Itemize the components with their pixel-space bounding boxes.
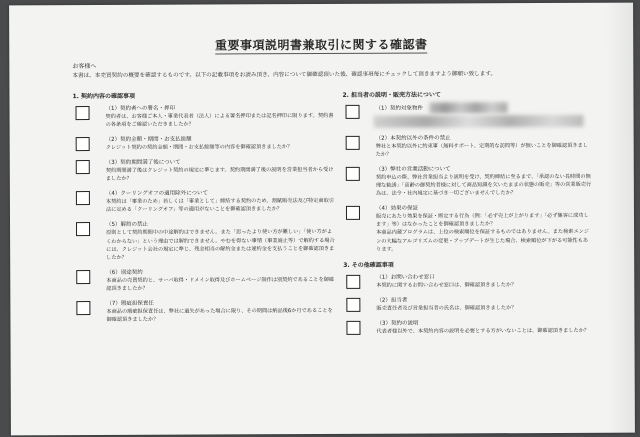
greeting: お客様へ [72,62,97,71]
item-text: 契約期間満了後はクレジット契約の規定に準じます。契約期間満了後の説明を営業担当者から受けましたか？ [105,167,334,183]
item-heading: （4）効果の保証 [375,205,418,213]
item-text: 代表者様以外で、本契約内容の説明を必要とする方がいないことは、御確認頂きましたか？ [376,327,590,335]
checkbox[interactable] [76,106,90,120]
checkbox[interactable] [346,206,360,220]
item-text: 弊社と本契約以外に約束事（無料サポート、定期的な訪問等）が無いことを御確認頂きましたか？ [375,142,588,158]
item-text: 販売責任者及び営業担当者の氏名は、御確認頂きましたか？ [376,304,517,312]
checkbox[interactable] [346,274,360,288]
item-text: クレジット契約の契約金額・期間・お支払総額等の内容を御確認頂きましたか？ [105,144,293,152]
checkbox[interactable] [346,167,360,181]
item-heading: （1）お問い合わせ窓口 [376,274,435,281]
item-heading: （2）本契約以外の条件の禁止 [375,135,451,142]
check-item [73,134,335,152]
item-heading [375,102,592,114]
section-heading: 1. 契約内容の確認事項 [72,92,136,101]
item-heading: （6）別途契約 [106,269,143,276]
item-text: 契約申込の際、弊社営業担当より説明を受け、契約締結に至るまで、「承認のない長時間の無理な勧誘」「高齢の御契約者様に対して商品知識を欠いたままの状態の販売」等の営業販売行為は、法令・社内規定に基づき一切ございませんでしたか？ [375,173,592,198]
checkbox[interactable] [76,160,90,174]
check-item [343,295,593,313]
check-item [73,157,335,183]
checkbox[interactable] [346,136,360,150]
left-column [72,90,335,330]
paper-shadow [605,3,635,433]
item-text: 本商品の瑕疵担保責任は、弊社に過失があった場合に限り、その期間は納品後6か月であることを御確認頂きましたか？ [106,307,333,323]
item-text: 契約者は、お客様ご本人・事業代表者（法人）による署名押印または記名押印に限ります。契約書の各条項をご確認いただきましたか？ [105,112,334,129]
item-heading: （3）弊社の営業活動について [375,166,451,173]
check-item [343,133,593,159]
checkbox[interactable] [346,298,360,312]
item-heading-text: （1）契約対象物件 [375,105,424,112]
item-heading: （1）契約者への署名・押印 [105,105,176,112]
intro-text: 本書は、本売買契約の概要を確認するものです。以下の記載事項をお読み頂き、内容について御確認頂いた後、確認事項毎にチェックして頂きますよう御願い致します。 [72,71,497,80]
title-text: 重要事項説明書兼取引に関する確認書 [214,37,428,53]
item-text: 本契約は「事業のため」若しくは「事業として」締結する契約のため、割賦販売法及び特定商取引法に定める「クーリングオフ」等の適用がないことを御確認頂きましたか？ [105,198,334,214]
check-item [343,164,593,198]
section-heading: 2. 担当者の説明・販売方法について [342,91,441,99]
checkbox[interactable] [76,137,90,151]
check-item [73,188,335,214]
check-item [343,318,593,336]
checkbox[interactable] [76,270,90,284]
check-item [73,267,335,293]
right-column [342,89,593,342]
item-text: 販売にあたり効果を保証・断定する行為（例：「必ず売上が上がります」「必ず集客に成功します」等）はなかったことを御確認頂きましたか？ 本商品内蔵プログラムは、上位の検索順位を保証するものではありません。また検索エンジンの大幅なアルゴリズムの変更・アップデートが生じた場合、検索順位が下がる可能性もあります。 [375,213,589,253]
item-heading: （5）解約の禁止 [106,222,149,229]
checkbox[interactable] [346,321,360,335]
item-text: 本商品の売買契約と、サーバ取得・ドメイン取得及びホームページ制作は別契約であることを御確認頂きましたか？ [106,276,335,292]
item-text: 原則として契約期間中の中途解約はできません。また「思ったより使い方が難しい」「使い方がよくわからない」という理由では解約できません。やむを得ない事情（事業廃止等）で解約する場合には、クレジット会社の規定に準じ、残金相当の解約金または違約金を支払うことを御確認頂きましたか？ [106,229,335,261]
item-heading: （7）瑕疵担保責任 [106,300,154,307]
item-heading: （2）担当者 [376,297,408,304]
document-title [9,35,633,55]
checkbox[interactable] [76,191,90,205]
item-heading: （3）契約の説明 [376,320,419,327]
checkbox[interactable] [76,301,90,315]
redacted-area [374,115,584,128]
check-item [72,103,334,129]
redacted-area [429,102,507,113]
check-item [343,203,593,253]
section-heading: 3. その他確認事項 [343,261,394,269]
checkbox[interactable] [76,222,90,236]
item-heading: （2）契約金額・期間・お支払総額 [105,136,192,144]
check-item [73,219,335,261]
check-item [73,298,335,324]
check-item [342,102,592,128]
checkbox[interactable] [346,105,360,119]
item-heading: （3）契約期間満了後について [105,159,181,167]
item-heading: （4）クーリングオフの適用除外について [105,190,209,198]
check-item [343,271,593,289]
document-sheet [9,3,635,436]
item-text: 本契約に関するお問い合わせ窓口は、御確認頂きましたか？ [376,281,517,289]
